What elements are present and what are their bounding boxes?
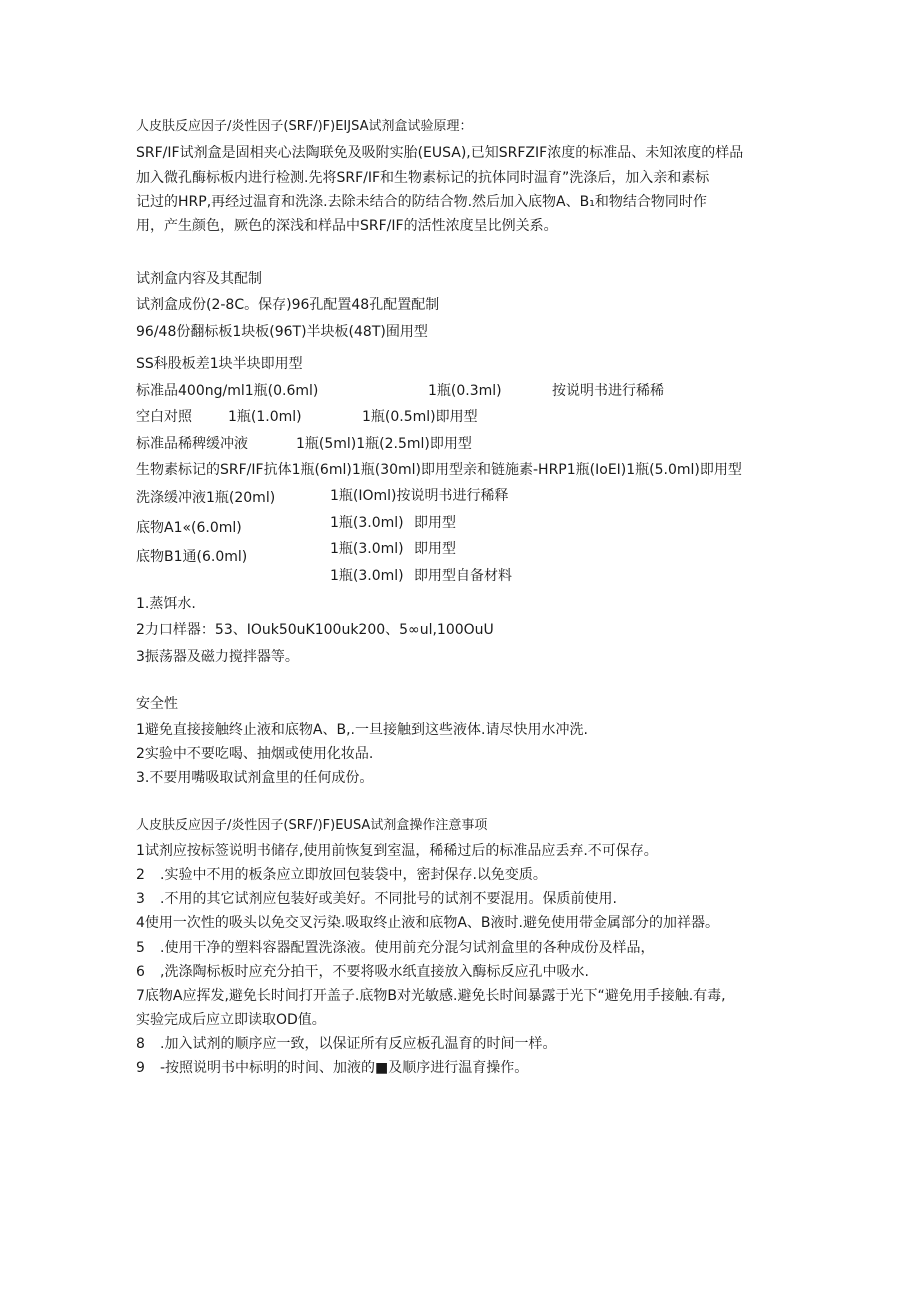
substrate-b-name: 底物B1通(6.0ml) [136, 549, 248, 565]
stop-value: 1瓶(3.0ml) [330, 568, 404, 584]
contents-heading: 试剂盒内容及其配制 [136, 271, 262, 287]
note-number: 6 [136, 964, 145, 980]
note-number: 8 [136, 1036, 145, 1052]
note-text: .实验中不用的板条应立即放回包装袋中，密封保存.以免变质。 [160, 867, 547, 883]
safety-item: 2实验中不要吃喝、抽烟或使用化妆品. [136, 746, 374, 762]
substrate-a-type: 即用型 [414, 515, 456, 531]
contents-line: SS科股板差1块半块即用型 [136, 356, 303, 372]
substrate-b-type: 即用型 [414, 541, 456, 557]
safety-item: 1避免直接接触终止液和底物A、B,.一旦接触到这些液体.请尽快用水冲洗. [136, 722, 588, 738]
safety-item: 3.不要用嘴吸取试剂盒里的任何成份。 [136, 770, 374, 786]
note-number: 9 [136, 1060, 145, 1076]
note-number: 3 [136, 891, 145, 907]
blank-name: 空白对照 [136, 409, 192, 425]
material-item: 3振荡器及磁力搅拌器等。 [136, 649, 299, 665]
wash-value: 1瓶(IOml)按说明书进行稀释 [330, 488, 509, 504]
note-text: ,洗涤陶标板时应充分拍干，不要将吸水纸直接放入酶标反应孔中吸水. [160, 964, 589, 980]
note-text: .加入试剂的顺序应一致，以保证所有反应板孔温育的时间一样。 [160, 1036, 557, 1052]
blank-full: 1瓶(1.0ml) [228, 409, 302, 425]
note-text: .不用的其它试剂应包装好或美好。不同批号的试剂不要混用。保质前使用. [160, 891, 617, 907]
note-text: -按照说明书中标明的时间、加液的■及顺序进行温育操作。 [160, 1060, 529, 1076]
material-item: 1.蒸饵水. [136, 596, 196, 612]
principle-line: 用，产生颜色，厥色的深浅和样品中SRF/IF的活性浓度呈比例关系。 [136, 218, 558, 234]
note-number: 5 [136, 940, 145, 956]
contents-line: 试剂盒成份(2-8C。保存)96孔配置48孔配置配制 [136, 297, 440, 313]
material-item: 2力口样器：53、IOuk50uK100uk200、5∞ul,100OuU [136, 622, 494, 638]
principle-line: SRF/IF试剂盒是固相夹心法陶联免及吸附实胎(EUSA),已知SRFZIF浓度的标准品、未知浓度的样品 [136, 145, 744, 161]
substrate-a-name: 底物A1«(6.0ml) [136, 520, 242, 536]
stop-type: 即用型自备材料 [414, 568, 512, 584]
substrate-b-value: 1瓶(3.0ml) [330, 541, 404, 557]
safety-heading: 安全性 [136, 696, 178, 712]
note-number: 2 [136, 867, 145, 883]
diluent-name: 标准品稀稗缓冲液 [136, 436, 248, 452]
notes-heading: 人皮肤反应因子/炎性因子(SRF/)F)EUSA试剂盒操作注意事项 [136, 818, 488, 833]
standard-half: 1瓶(0.3ml) [428, 383, 502, 399]
note-item: 1试剂应按标签说明书储存,使用前恢复到室温，稀稀过后的标准品应丢弃.不可保存。 [136, 843, 658, 859]
principle-line: 记过的HRP,再经过温育和洗涤.去除未结合的防结合物.然后加入底物A、B₁和物结合物同时作 [136, 194, 707, 210]
contents-line: 96/48份翻标板1块板(96T)半块板(48T)囿用型 [136, 324, 428, 340]
standard-note: 按说明书进行稀稀 [552, 383, 664, 399]
blank-half: 1瓶(0.5ml)即用型 [362, 409, 478, 425]
diluent-value: 1瓶(5ml)1瓶(2.5ml)即用型 [296, 436, 472, 452]
note-item-continued: 实验完成后应立即读取OD值。 [136, 1012, 326, 1028]
substrate-a-value: 1瓶(3.0ml) [330, 515, 404, 531]
standard-name: 标准品400ng/ml1瓶(0.6ml) [136, 383, 319, 399]
principle-line: 加入微孔酶标板内进行检测.先将SRF/IF和生物素标记的抗体同时温育”洗涤后，加入亲和素标 [136, 170, 710, 186]
note-item: 7底物A应挥发,避免长时间打开盖子.底物B对光敏感.避免长时间暴露于光下“避免用手接触.有毒, [136, 988, 726, 1004]
principle-heading: 人皮肤反应因子/炎性因子(SRF/)F)EIJSA试剂盒试验原理： [136, 119, 473, 134]
note-text: .使用干净的塑料容器配置洗涤液。使用前充分混匀试剂盒里的各种成份及样品， [160, 940, 655, 956]
biotin-line: 生物素标记的SRF/IF抗体1瓶(6ml)1瓶(30ml)即用型亲和链施素-HRP1瓶(IoEI)1瓶(5.0ml)即用型 [136, 462, 742, 478]
wash-name: 洗涤缓冲液1瓶(20ml) [136, 490, 276, 506]
note-item: 4使用一次性的吸头以免交叉污染.吸取终止液和底物A、B液时.避免使用带金属部分的加祥器。 [136, 915, 719, 931]
